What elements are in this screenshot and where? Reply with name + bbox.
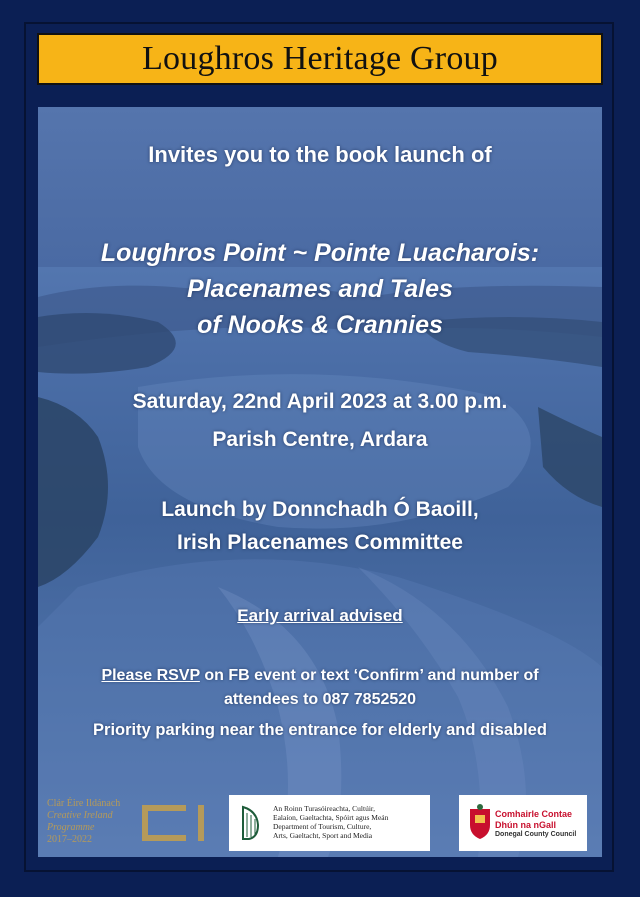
aerial-photo	[38, 107, 602, 857]
poster-title: Loughros Heritage Group	[142, 40, 498, 77]
book-title-line-3: of Nooks & Crannies	[197, 311, 443, 339]
creative-ireland-logo: Clár Éire Ildánach Creative Ireland Programme 2017–2022	[47, 798, 121, 845]
book-title-line-2: Placenames and Tales	[187, 275, 453, 303]
launch-line-1: Launch by Donnchadh Ó Baoill,	[161, 498, 479, 521]
council-crest-icon	[467, 803, 493, 841]
launch-details	[38, 493, 602, 559]
rsvp-link: Please RSVP	[101, 667, 200, 684]
rsvp-text: on FB event or text ‘Confirm’ and number of	[199, 667, 539, 684]
donegal-council-logo	[459, 795, 587, 851]
aerial-landscape-graphic	[38, 107, 602, 857]
creative-ireland-ci-mark	[138, 801, 212, 845]
event-date: Saturday, 22nd April 2023 at 3.00 p.m.	[132, 390, 508, 413]
council-name-irish: Comhairle Contae Dhún na nGall	[495, 809, 573, 830]
department-name: An Roinn Turasóireachta, Cultúir, Ealaíon, Gaeltachta, Spóirt agus Meán Department of Tourism, Culture, Arts, Gaeltacht, Sport and Media	[273, 804, 389, 840]
book-title-line-1: Loughros Point ~ Pointe Luacharois:	[100, 239, 540, 267]
book-title	[38, 235, 602, 343]
harp-icon	[239, 805, 261, 841]
invite-line: Invites you to the book launch of	[148, 142, 492, 167]
rsvp-note	[38, 664, 602, 712]
event-venue: Parish Centre, Ardara	[212, 428, 428, 451]
early-arrival-note: Early arrival advised	[237, 606, 403, 625]
department-logo	[229, 795, 430, 851]
rsvp-line-2: attendees to 087 7852520	[223, 691, 417, 708]
title-banner	[37, 33, 603, 85]
launch-line-2: Irish Placenames Committee	[177, 531, 463, 554]
event-details	[38, 383, 602, 459]
parking-note: Priority parking near the entrance for elderly and disabled	[93, 721, 547, 739]
council-name-english: Donegal County Council	[495, 831, 577, 838]
